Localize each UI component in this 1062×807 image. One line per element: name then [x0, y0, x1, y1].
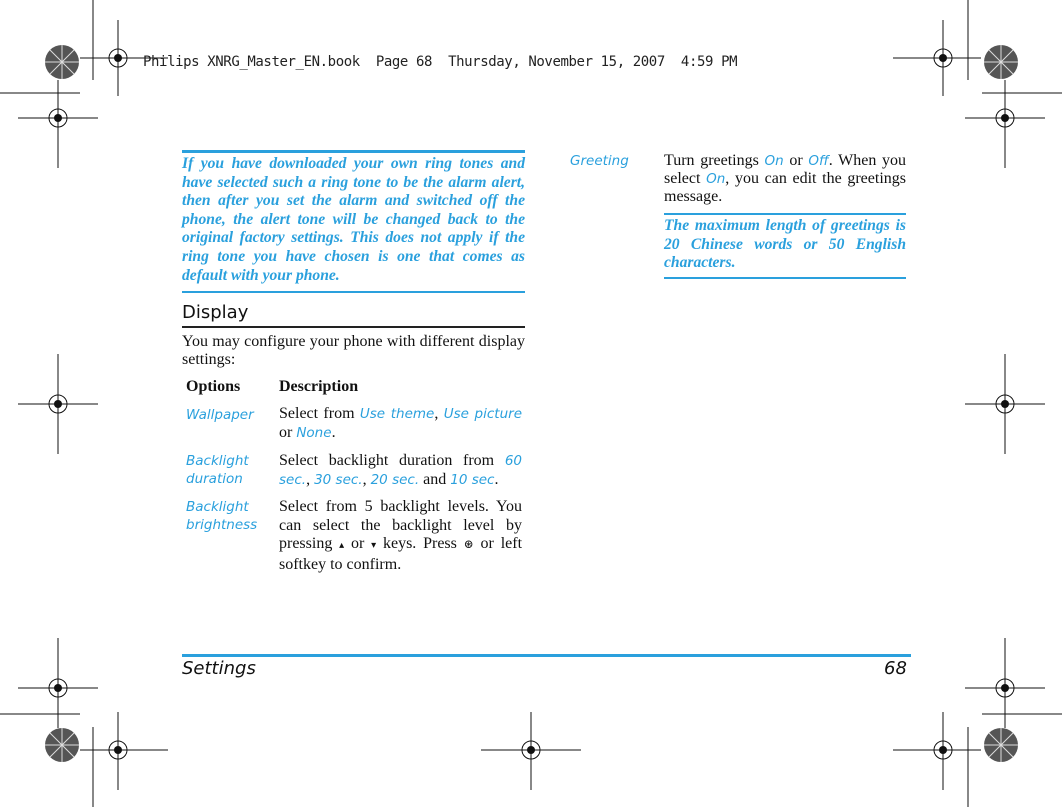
footer-rule [182, 654, 911, 657]
desc-wallpaper: Select from Use theme, Use picture or None. [279, 405, 523, 441]
ok-key-icon: ⊛ [463, 537, 474, 551]
desc-backlight-brightness: Select from 5 backlight levels. You can select the backlight level by pressing ▴ or ▾ keys. Press ⊛ or left softkey to confirm. [279, 498, 523, 573]
col-header-options: Options [186, 378, 241, 395]
option-backlight-brightness: Backlight brightness [186, 499, 258, 533]
down-key-icon: ▾ [371, 540, 377, 551]
greeting-length-note: The maximum length of greetings is 20 Chinese words or 50 English characters. [664, 213, 906, 279]
footer-section: Settings [182, 658, 256, 679]
footer-page-number: 68 [884, 658, 907, 679]
desc-backlight-duration: Select backlight duration from 60 sec., 30 sec., 20 sec. and 10 sec. [279, 452, 522, 488]
desc-greeting: Turn greetings On or Off. When you select On, you can edit the greetings message. [664, 152, 907, 205]
up-key-icon: ▴ [339, 540, 345, 551]
display-intro: You may configure your phone with different display settings: [182, 333, 525, 368]
option-wallpaper: Wallpaper [186, 407, 254, 423]
print-header: Philips XNRG_Master_EN.book Page 68 Thursday, November 15, 2007 4:59 PM [143, 54, 738, 70]
option-backlight-duration: Backlight duration [186, 453, 249, 487]
section-heading-display: Display [182, 302, 525, 328]
alarm-ringtone-note: If you have downloaded your own ring tones and have selected such a ring tone to be the alarm alert, then after you set the alarm and switched off the phone, the alert tone will be changed back to the original factory settings. This does not apply if the ring tone you have chosen is one that comes as default with your phone. [182, 150, 525, 293]
col-header-description: Description [279, 378, 359, 395]
option-greeting: Greeting [570, 153, 629, 169]
